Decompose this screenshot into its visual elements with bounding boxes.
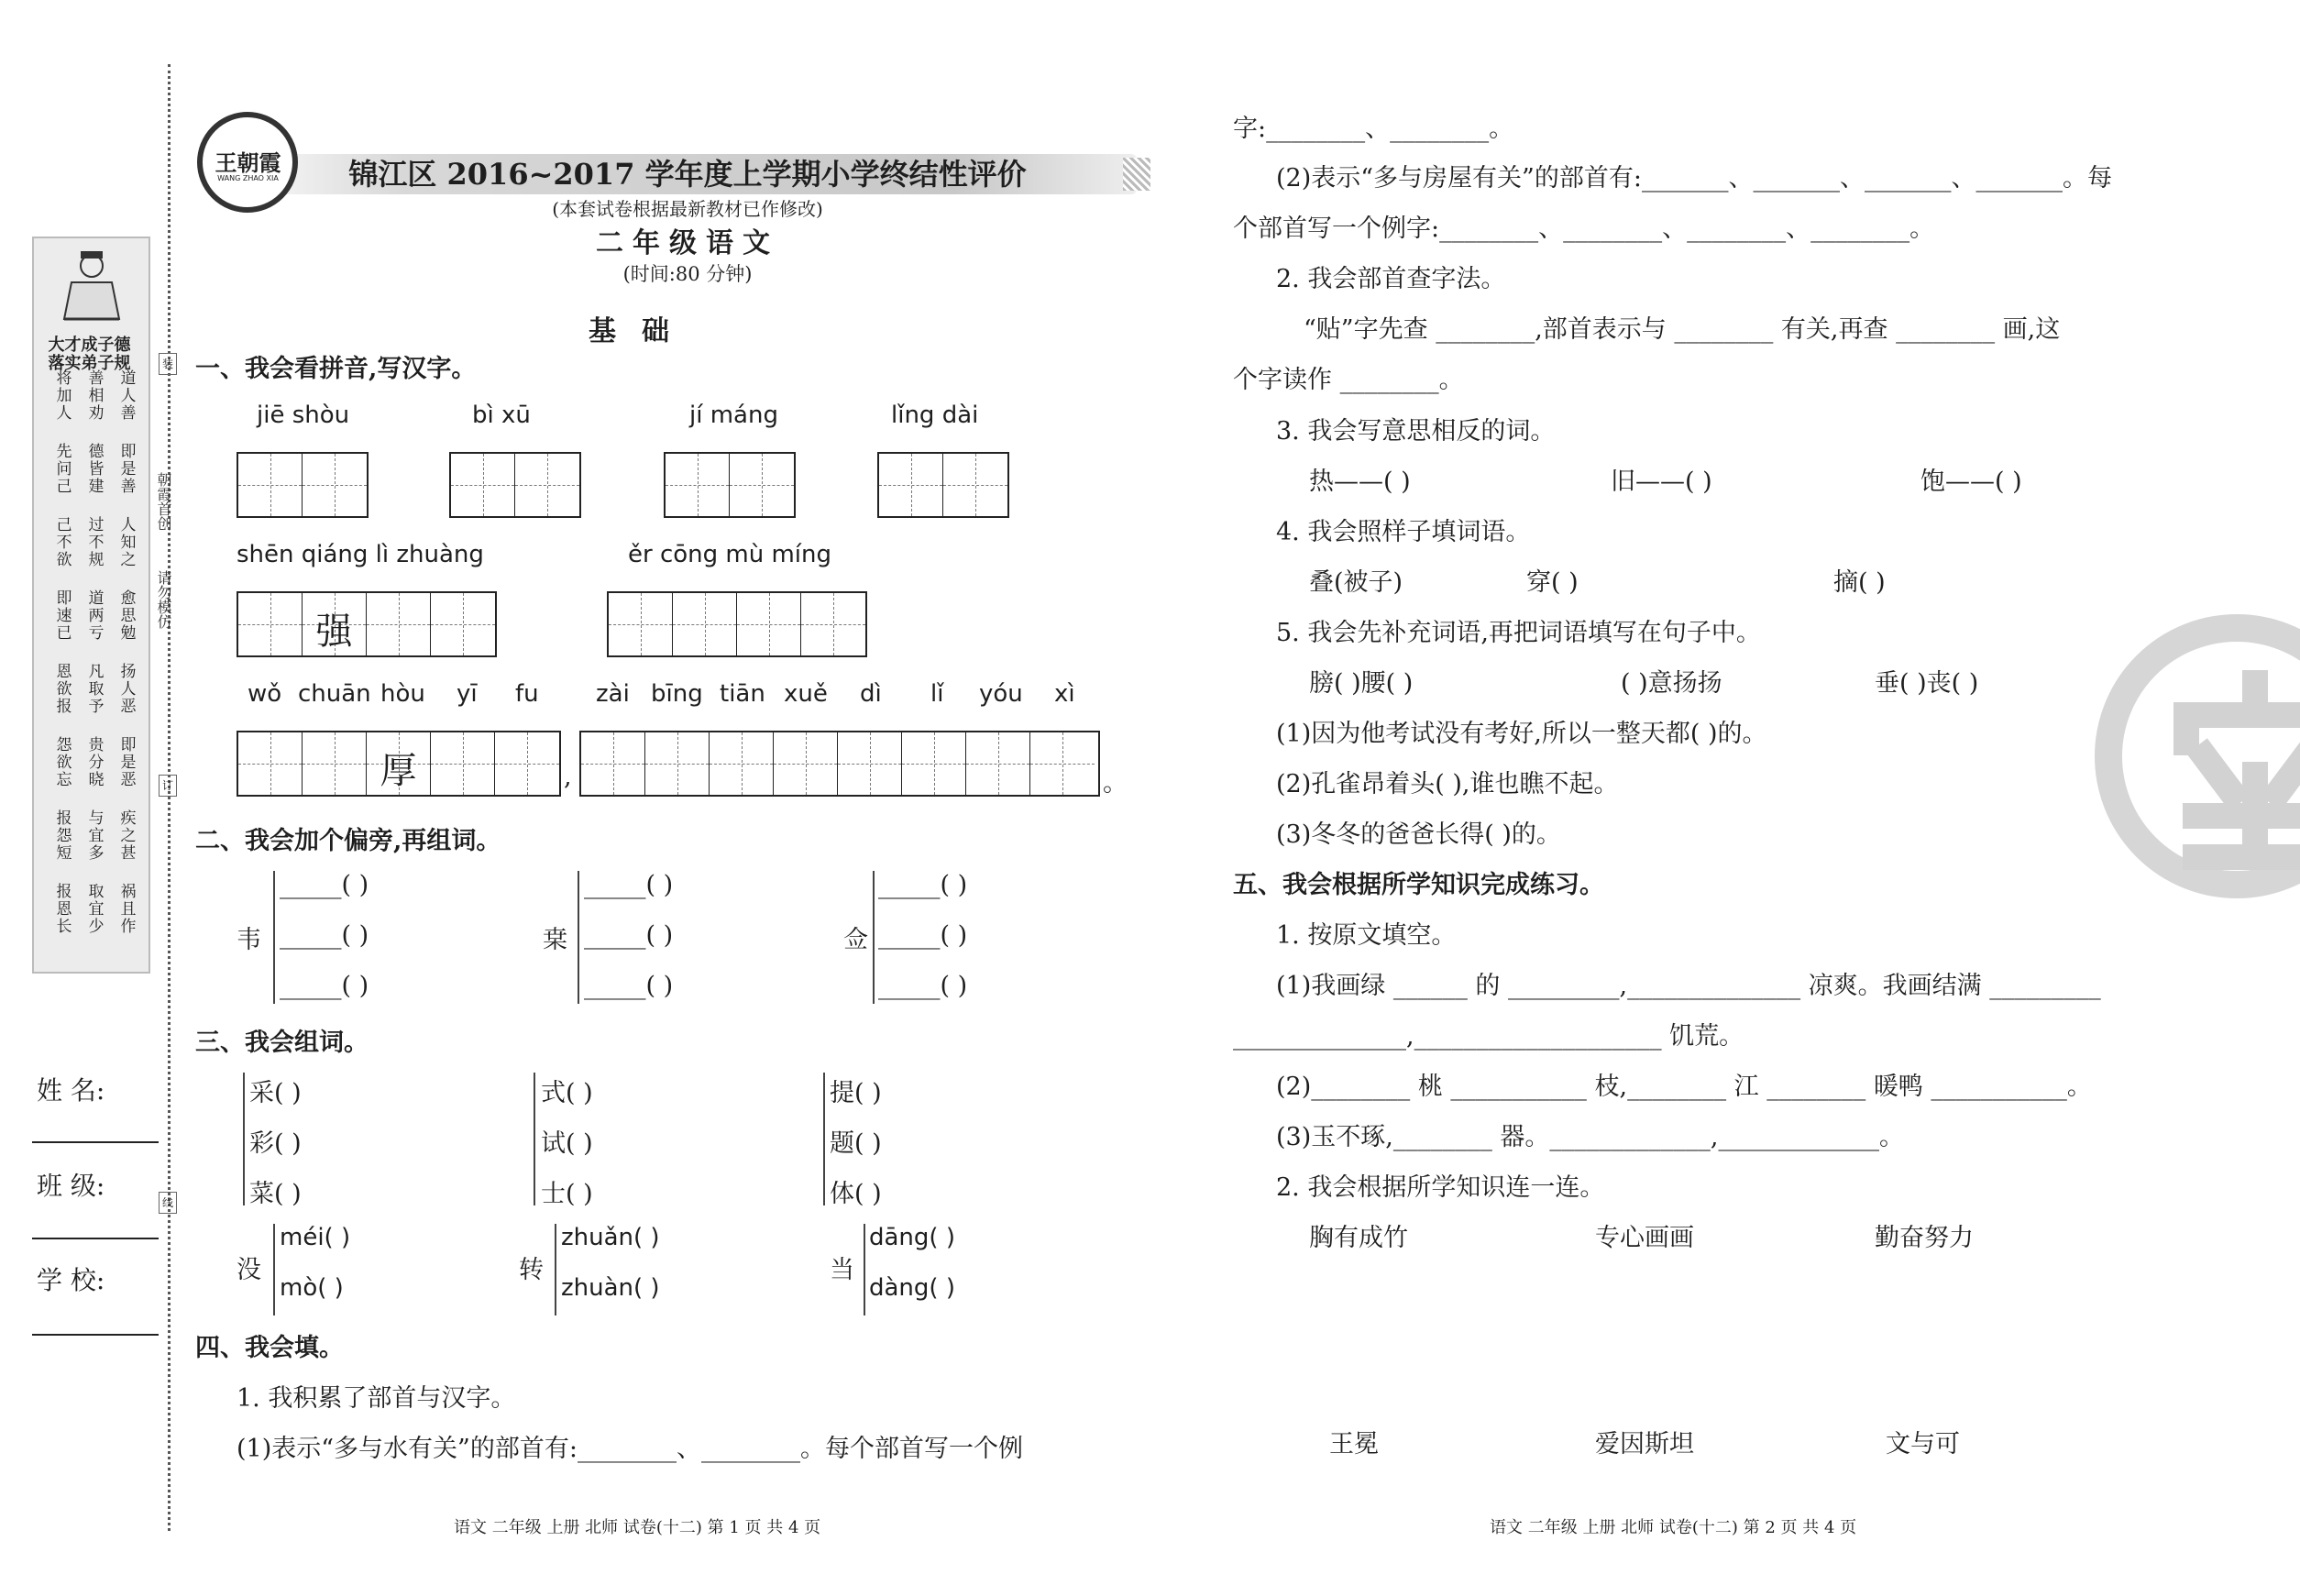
poem-column: 取宜少 <box>84 883 104 935</box>
brace <box>578 871 579 1004</box>
question-line: (1)因为他考试没有考好,所以一整天都( )的。 <box>1276 720 1767 748</box>
answer-blank[interactable]: dāng( ) <box>869 1224 955 1251</box>
poem-column: 贵分晓 <box>84 736 104 788</box>
pinyin: wǒ <box>248 680 282 708</box>
question-line: (2)________ 桃 ___________ 枝,________ 江 ________ 暖鸭 ___________。 <box>1276 1073 2092 1101</box>
poem-column: 恩欲报 <box>52 663 72 715</box>
poem-column: 报怨短 <box>52 809 72 862</box>
poem-column: 人知之 <box>116 516 136 568</box>
pinyin: jí máng <box>689 402 778 429</box>
polyphone-char: 转 <box>519 1256 544 1284</box>
question-line: “贴”字先查 ________,部首表示与 ________ 有关,再查 ________ 画,这 <box>1304 315 2061 344</box>
question-line: 3. 我会写意思相反的词。 <box>1276 417 1556 446</box>
punctuation: , <box>564 763 572 791</box>
answer-blank[interactable]: 穿( ) <box>1526 568 1579 597</box>
answer-blank[interactable]: 旧——( ) <box>1611 468 1712 496</box>
brace <box>823 1073 825 1205</box>
seal-mark-icon <box>2150 665 2300 875</box>
answer-blank[interactable]: 彩( ) <box>249 1129 302 1158</box>
writing-grid[interactable] <box>607 591 867 657</box>
brace <box>873 871 875 1004</box>
poem-column: 即速已 <box>52 589 72 642</box>
class-field[interactable] <box>32 1238 159 1239</box>
question-line: 2. 我会部首查字法。 <box>1276 265 1506 293</box>
writing-grid[interactable] <box>449 452 581 518</box>
answer-blank[interactable]: 士( ) <box>541 1180 593 1208</box>
poem-column: 扬人恶 <box>116 663 136 715</box>
answer-blank[interactable]: 式( ) <box>541 1079 593 1107</box>
match-item-top[interactable]: 胸有成竹 <box>1309 1224 1408 1252</box>
example-character: 厚 <box>380 750 417 792</box>
answer-blank[interactable]: _____( ) <box>584 972 674 1000</box>
name-label: 姓 名: <box>37 1075 105 1106</box>
pinyin: bì xū <box>472 402 531 429</box>
subject-title: 二年级语文 <box>596 227 779 259</box>
time-limit: (时间:80 分钟) <box>622 263 753 285</box>
pinyin: tiān <box>720 680 765 708</box>
exam-title: 锦江区 2016~2017 学年度上学期小学终结性评价 <box>348 157 1027 192</box>
poem-column: 与宜多 <box>84 809 104 862</box>
brace <box>864 1224 865 1315</box>
motto-line: 落实弟子规 <box>48 354 131 373</box>
poem-column: 过不规 <box>84 516 104 568</box>
poem-column: 疾之甚 <box>116 809 136 862</box>
answer-blank[interactable]: _____( ) <box>584 921 674 950</box>
answer-blank[interactable]: 题( ) <box>830 1129 882 1158</box>
radical-base-char: 佥 <box>843 926 868 954</box>
writing-grid[interactable] <box>664 452 796 518</box>
writing-grid[interactable] <box>237 591 497 657</box>
binding-mark: 装 <box>159 353 177 375</box>
question-line: 1. 按原文填空。 <box>1276 921 1457 950</box>
example-character: 强 <box>315 611 353 653</box>
match-item-top[interactable]: 专心画画 <box>1595 1224 1694 1252</box>
pinyin: lǐng dài <box>891 402 979 429</box>
banner-decoration <box>1123 158 1150 191</box>
brace <box>555 1224 556 1315</box>
question-line: 4. 我会照样子填词语。 <box>1276 518 1531 546</box>
poem-column: 道人善 <box>116 369 136 422</box>
answer-blank[interactable]: 提( ) <box>830 1079 882 1107</box>
answer-blank[interactable]: 采( ) <box>249 1079 302 1107</box>
answer-blank[interactable]: _____( ) <box>280 871 369 899</box>
scholar-illustration <box>55 246 128 328</box>
page-footer: 语文 二年级 上册 北师 试卷(十二) 第 2 页 共 4 页 <box>1490 1518 1857 1537</box>
poem-column: 己不欲 <box>52 516 72 568</box>
q2-heading: 二、我会加个偏旁,再组词。 <box>195 827 501 855</box>
pinyin: xì <box>1054 680 1075 708</box>
match-item-bottom[interactable]: 爱因斯坦 <box>1595 1430 1694 1458</box>
poem-column: 即是恶 <box>116 736 136 788</box>
pinyin: lǐ <box>930 680 944 708</box>
pinyin: fu <box>515 680 539 708</box>
poem-column: 凡取予 <box>84 663 104 715</box>
pinyin: jiē shòu <box>257 402 350 429</box>
pinyin: dì <box>860 680 882 708</box>
binding-mark: 订 <box>159 775 177 797</box>
section-title: 基础 <box>589 315 695 347</box>
answer-blank[interactable]: zhuǎn( ) <box>561 1224 660 1251</box>
poem-column: 愈思勉 <box>116 589 136 642</box>
radical-base-char: 韦 <box>237 926 261 954</box>
polyphone-char: 当 <box>830 1256 854 1284</box>
answer-blank[interactable]: ( )意扬扬 <box>1621 669 1722 698</box>
answer-blank[interactable]: 热——( ) <box>1309 468 1411 496</box>
brace <box>243 1073 245 1205</box>
pinyin: ěr cōng mù míng <box>628 541 832 568</box>
question-line: (2)表示“多与房屋有关”的部首有:_______、_______、_______、_______。每 <box>1276 164 2112 193</box>
question-line: (2)孔雀昂着头( ),谁也瞧不起。 <box>1276 770 1619 798</box>
writing-grid[interactable] <box>237 452 369 518</box>
logo-subtext: WANG ZHAO XIA <box>217 174 279 182</box>
motto-line: 大才成子德 <box>48 336 131 355</box>
name-field[interactable] <box>32 1141 159 1143</box>
poem-column: 怨欲忘 <box>52 736 72 788</box>
fold-line <box>168 64 171 1531</box>
side-note: 请勿模仿 <box>155 570 172 629</box>
question-line: 个部首写一个例字:________、________、________、________。 <box>1233 215 1935 243</box>
answer-blank[interactable]: 菜( ) <box>249 1180 302 1208</box>
punctuation: 。 <box>1103 769 1128 798</box>
q5-heading: 五、我会根据所学知识完成练习。 <box>1233 871 1604 899</box>
answer-blank[interactable]: méi( ) <box>280 1224 351 1251</box>
answer-blank[interactable]: _____( ) <box>280 972 369 1000</box>
question-line: (3)玉不琢,________ 器。_____________,_____________。 <box>1276 1123 1904 1151</box>
polyphone-char: 没 <box>237 1256 261 1284</box>
match-item-top[interactable]: 勤奋努力 <box>1875 1224 1974 1252</box>
question-line: (1)表示“多与水有关”的部首有:________、________。每个部首写一个例 <box>237 1435 1023 1463</box>
pinyin: bīng <box>651 680 703 708</box>
answer-blank[interactable]: _____( ) <box>280 921 369 950</box>
question-line: 1. 我积累了部首与汉字。 <box>237 1384 516 1413</box>
binding-mark: 线 <box>159 1192 177 1214</box>
writing-grid[interactable] <box>579 731 1100 797</box>
pinyin: shēn qiáng lì zhuàng <box>237 541 484 568</box>
question-line: (1)我画绿 ______ 的 _________,______________ 凉爽。我画结满 _________ <box>1276 972 2101 1000</box>
answer-blank[interactable]: _____( ) <box>878 871 968 899</box>
q4-heading: 四、我会填。 <box>195 1334 344 1362</box>
answer-blank[interactable]: _____( ) <box>584 871 674 899</box>
edition-note: (本套试卷根据最新教材已作修改) <box>552 198 823 220</box>
q3-heading: 三、我会组词。 <box>195 1029 369 1057</box>
radical-base-char: 枽 <box>543 926 567 954</box>
poem-column: 善相劝 <box>84 369 104 422</box>
school-label: 学 校: <box>37 1265 105 1295</box>
question-line: 2. 我会根据所学知识连一连。 <box>1276 1173 1605 1202</box>
question-line: 字:________、________。 <box>1233 115 1514 143</box>
writing-grid[interactable] <box>877 452 1009 518</box>
pinyin: hòu <box>380 680 425 708</box>
answer-blank[interactable]: 垂( )丧( ) <box>1875 669 1979 698</box>
q1-heading: 一、我会看拼音,写汉字。 <box>195 355 477 383</box>
question-line: ______________,____________________ 饥荒。 <box>1233 1022 1744 1051</box>
brace <box>534 1073 535 1205</box>
example-item: 叠(被子) <box>1309 568 1403 597</box>
poem-column: 德皆建 <box>84 443 104 495</box>
poem-column: 报恩长 <box>52 883 72 935</box>
pinyin: chuān <box>298 680 371 708</box>
poem-column: 将加人 <box>52 369 72 422</box>
pinyin: xuě <box>784 680 828 708</box>
pinyin: yī <box>457 680 478 708</box>
question-line: 5. 我会先补充词语,再把词语填写在句子中。 <box>1276 619 1761 647</box>
brace <box>273 871 275 1004</box>
pinyin: zài <box>596 680 630 708</box>
answer-blank[interactable]: 饱——( ) <box>1920 468 2022 496</box>
writing-grid[interactable] <box>237 731 561 797</box>
match-item-bottom[interactable]: 文与可 <box>1886 1430 1960 1458</box>
logo-text: 王朝霞 <box>215 149 281 176</box>
answer-blank[interactable]: _____( ) <box>878 972 968 1000</box>
di-zi-gui-poem <box>46 369 142 956</box>
answer-blank[interactable]: dàng( ) <box>869 1274 955 1302</box>
question-line: (3)冬冬的爸爸长得( )的。 <box>1276 820 1561 849</box>
answer-blank[interactable]: 体( ) <box>830 1180 882 1208</box>
poem-column: 先问己 <box>52 443 72 495</box>
poem-column: 祸且作 <box>116 883 136 935</box>
answer-blank[interactable]: 试( ) <box>541 1129 593 1158</box>
answer-blank[interactable]: _____( ) <box>878 921 968 950</box>
question-line: 个字读作 ________。 <box>1233 366 1464 394</box>
brace <box>273 1224 275 1315</box>
answer-blank[interactable]: mò( ) <box>280 1274 344 1302</box>
answer-blank[interactable]: zhuàn( ) <box>561 1274 660 1302</box>
school-field[interactable] <box>32 1334 159 1336</box>
page-footer: 语文 二年级 上册 北师 试卷(十二) 第 1 页 共 4 页 <box>454 1518 821 1537</box>
poem-column: 道两亏 <box>84 589 104 642</box>
match-item-bottom[interactable]: 王冕 <box>1329 1430 1379 1458</box>
side-note: 朝霞首创 <box>155 472 172 531</box>
poem-column: 即是善 <box>116 443 136 495</box>
pinyin: yóu <box>979 680 1023 708</box>
class-label: 班 级: <box>37 1171 105 1201</box>
motto <box>37 336 142 373</box>
answer-blank[interactable]: 摘( ) <box>1833 568 1886 597</box>
answer-blank[interactable]: 膀( )腰( ) <box>1309 669 1414 698</box>
